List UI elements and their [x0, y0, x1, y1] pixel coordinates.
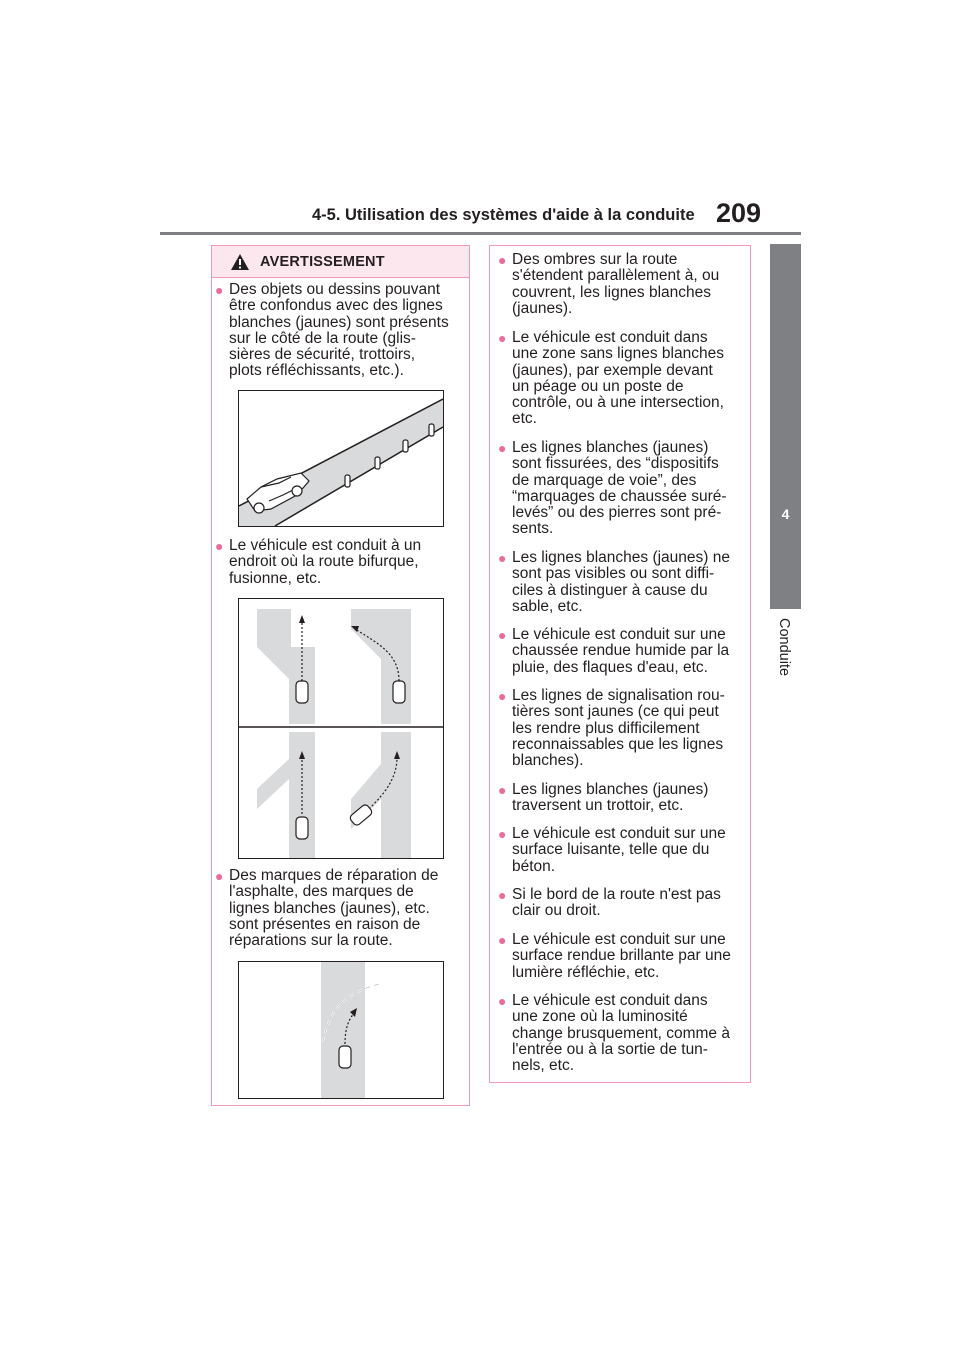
condition-item: [498, 251, 748, 317]
warning-item: [215, 867, 465, 950]
condition-item-text: Le véhicule est conduit sur une chaussée rendue humide par la pluie, des flaques d'eau, etc.: [512, 626, 730, 676]
bullet-icon: ●: [498, 330, 507, 346]
section-title: 4-5. Utilisation des systèmes d'aide à la conduite: [312, 206, 695, 224]
condition-item-text: Des ombres sur la route s'étendent parallèlement à, ou couvrent, les lignes blanches (jaunes).: [512, 251, 720, 317]
condition-item-text: Les lignes blanches (jaunes) sont fissurées, des “dispositifs de marquage de voie”, des “marquages de chaussée suré- levés” ou des pierres sont pré- sents.: [512, 439, 727, 538]
condition-item-text: Si le bord de la route n'est pas clair ou droit.: [512, 886, 721, 920]
condition-item: [498, 992, 748, 1075]
warning-item-text: Le véhicule est conduit à un endroit où la route bifurque, fusionne, etc.: [229, 537, 422, 587]
bullet-icon: ●: [498, 627, 507, 643]
condition-item-text: Les lignes blanches (jaunes) ne sont pas visibles ou sont diffi- ciles à distinguer à cause du sable, etc.: [512, 549, 730, 615]
condition-item: [498, 687, 748, 770]
condition-item: [498, 825, 748, 875]
bullet-icon: ●: [498, 993, 507, 1009]
warning-item-text: Des objets ou dessins pouvant être confondus avec des lignes blanches (jaunes) sont présents sur le côté de la route (glis- sières de sécurité, trottoirs, plots réfléchissants, etc.).: [229, 281, 449, 380]
figure-roadside-posts: [238, 390, 444, 527]
condition-item-text: Le véhicule est conduit sur une surface luisante, telle que du béton.: [512, 825, 726, 875]
warning-triangle-icon: [230, 253, 250, 271]
warning-item-text: Des marques de réparation de l'asphalte, des marques de lignes blanches (jaunes), etc. sont présentes en raison de réparations sur la route.: [229, 867, 439, 950]
bullet-icon: ●: [498, 440, 507, 456]
warning-box: [211, 245, 470, 1106]
header-rule: [160, 232, 801, 235]
condition-item: [498, 781, 748, 815]
bullet-icon: ●: [498, 887, 507, 903]
bullet-icon: ●: [498, 550, 507, 566]
bullet-icon: ●: [498, 252, 507, 268]
page-number: 209: [716, 198, 762, 228]
figure-repair-marks: [238, 961, 444, 1099]
condition-item: [498, 329, 748, 428]
condition-item-text: Les lignes de signalisation rou- tières sont jaunes (ce qui peut les rendre plus difficilement reconnaissables que les lignes blanches).: [512, 687, 725, 770]
bullet-icon: ●: [498, 688, 507, 704]
condition-item-text: Les lignes blanches (jaunes) traversent un trottoir, etc.: [512, 781, 709, 815]
chapter-tab[interactable]: [770, 244, 801, 609]
condition-item: [498, 549, 748, 615]
condition-item: [498, 439, 748, 538]
bullet-icon: ●: [498, 782, 507, 798]
warning-heading: AVERTISSEMENT: [260, 254, 385, 270]
bullet-icon: ●: [498, 826, 507, 842]
condition-item: [498, 626, 748, 676]
chapter-label: Conduite: [776, 618, 792, 677]
figure-fork-merge: [238, 598, 444, 859]
condition-item-text: Le véhicule est conduit dans une zone sans lignes blanches (jaunes), par exemple devant un péage ou un poste de contrôle, ou à une intersection, etc.: [512, 329, 724, 428]
bullet-icon: ●: [215, 538, 224, 554]
bullet-icon: ●: [498, 932, 507, 948]
condition-item-text: Le véhicule est conduit sur une surface rendue brillante par une lumière réfléchie, etc.: [512, 931, 731, 981]
warning-item: [215, 281, 465, 380]
condition-item-text: Le véhicule est conduit dans une zone où la luminosité change brusquement, comme à l'entrée ou à la sortie de tun- nels, etc.: [512, 992, 730, 1075]
condition-item: [498, 931, 748, 981]
bullet-icon: ●: [215, 282, 224, 298]
conditions-box: [489, 245, 751, 1083]
warning-item: [215, 537, 465, 587]
warning-header: [212, 246, 469, 278]
chapter-number: 4: [781, 506, 790, 522]
bullet-icon: ●: [215, 868, 224, 884]
condition-item: [498, 886, 748, 920]
